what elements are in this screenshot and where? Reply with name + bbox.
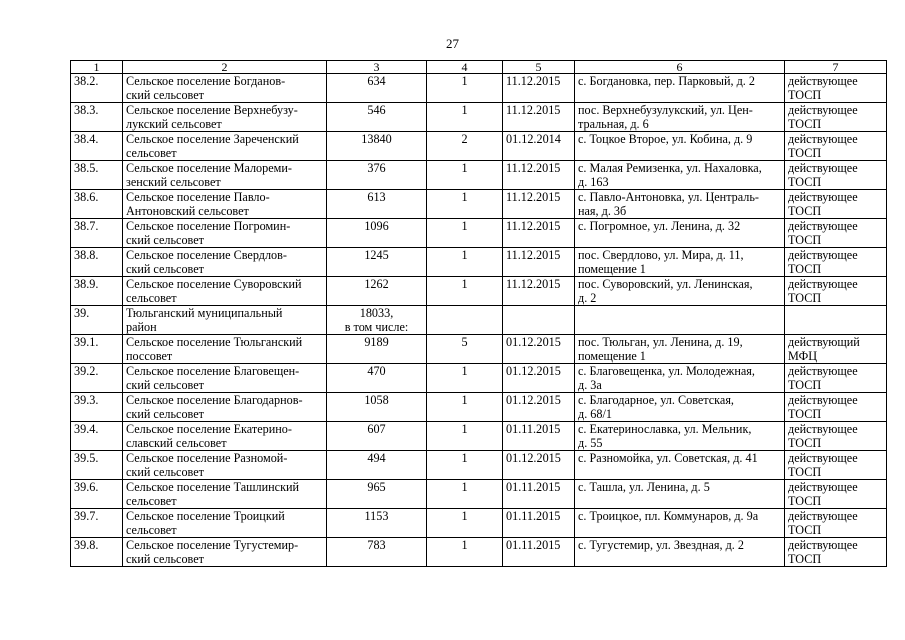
count-cell xyxy=(427,190,503,219)
table-row xyxy=(71,422,887,451)
count-cell xyxy=(427,248,503,277)
table-row xyxy=(71,364,887,393)
row-number-cell-text: 39.8. xyxy=(74,538,99,552)
settlement-name-cell xyxy=(123,74,327,103)
status-cell xyxy=(785,306,887,335)
settlement-name-cell xyxy=(123,190,327,219)
settlement-name-cell xyxy=(123,161,327,190)
settlement-name-cell-text: Антоновский сельсовет xyxy=(126,204,249,218)
address-cell-text: с. Троицкое, пл. Коммунаров, д. 9а xyxy=(578,509,759,523)
population-cell xyxy=(327,422,427,451)
count-cell-text: 1 xyxy=(461,219,468,233)
address-cell-text: помещение 1 xyxy=(578,262,646,276)
settlement-name-cell-text: Сельское поселение Павло- xyxy=(126,190,270,204)
settlement-name-cell xyxy=(123,538,327,567)
column-header: 7 xyxy=(785,61,887,74)
status-cell xyxy=(785,422,887,451)
settlement-name-cell-text: ский сельсовет xyxy=(126,262,204,276)
population-cell xyxy=(327,509,427,538)
row-number-cell-text: 38.6. xyxy=(74,190,99,204)
population-cell-text: 1153 xyxy=(364,509,389,523)
date-cell-text: 01.12.2015 xyxy=(506,364,561,378)
row-number-cell-text: 38.8. xyxy=(74,248,99,262)
date-cell xyxy=(503,74,575,103)
row-number-cell-text: 39. xyxy=(74,306,90,320)
count-cell xyxy=(427,451,503,480)
address-cell-text: д. 55 xyxy=(578,436,603,450)
row-number-cell-text: 39.1. xyxy=(74,335,99,349)
date-cell xyxy=(503,248,575,277)
address-cell xyxy=(575,306,785,335)
address-cell xyxy=(575,132,785,161)
date-cell-text: 01.11.2015 xyxy=(506,509,561,523)
status-cell xyxy=(785,451,887,480)
population-cell xyxy=(327,132,427,161)
table-row xyxy=(71,335,887,364)
settlement-name-cell xyxy=(123,219,327,248)
population-cell xyxy=(327,248,427,277)
settlement-name-cell xyxy=(123,248,327,277)
row-number-cell xyxy=(71,219,123,248)
status-cell xyxy=(785,509,887,538)
status-cell-text: действующее ТОСП xyxy=(788,74,858,102)
table-row xyxy=(71,132,887,161)
date-cell xyxy=(503,538,575,567)
population-cell-text: 607 xyxy=(367,422,386,436)
count-cell-text: 1 xyxy=(461,480,468,494)
row-number-cell-text: 38.2. xyxy=(74,74,99,88)
count-cell-text: 1 xyxy=(461,451,468,465)
count-cell-text: 1 xyxy=(461,538,468,552)
row-number-cell xyxy=(71,538,123,567)
row-number-cell-text: 38.5. xyxy=(74,161,99,175)
status-cell-text: действующее ТОСП xyxy=(788,190,858,218)
address-cell xyxy=(575,335,785,364)
table-header-row xyxy=(71,61,887,74)
settlement-name-cell-text: Сельское поселение Погромин- xyxy=(126,219,291,233)
row-number-cell-text: 39.7. xyxy=(74,509,99,523)
settlement-name-cell-text: сельсовет xyxy=(126,494,177,508)
address-cell-text: с. Благодарное, ул. Советская, xyxy=(578,393,734,407)
count-cell-text: 1 xyxy=(461,248,468,262)
address-cell-text: д. 68/1 xyxy=(578,407,612,421)
count-cell xyxy=(427,103,503,132)
population-cell xyxy=(327,74,427,103)
status-cell xyxy=(785,219,887,248)
settlement-name-cell xyxy=(123,451,327,480)
date-cell-text: 01.11.2015 xyxy=(506,422,561,436)
date-cell xyxy=(503,103,575,132)
table-row xyxy=(71,306,887,335)
settlement-name-cell-text: славский сельсовет xyxy=(126,436,227,450)
address-cell-text: пос. Тюльган, ул. Ленина, д. 19, xyxy=(578,335,743,349)
row-number-cell-text: 38.7. xyxy=(74,219,99,233)
address-cell xyxy=(575,103,785,132)
address-cell-text: с. Екатеринославка, ул. Мельник, xyxy=(578,422,752,436)
page-number: 27 xyxy=(446,36,459,51)
settlement-name-cell-text: ский сельсовет xyxy=(126,233,204,247)
date-cell-text: 01.11.2015 xyxy=(506,538,561,552)
count-cell xyxy=(427,422,503,451)
settlement-name-cell-text: ский сельсовет xyxy=(126,407,204,421)
date-cell xyxy=(503,480,575,509)
status-cell-text: действующее ТОСП xyxy=(788,422,858,450)
status-cell-text: действующее ТОСП xyxy=(788,219,858,247)
date-cell-text: 11.12.2015 xyxy=(506,248,561,262)
address-cell-text: с. Благовещенка, ул. Молодежная, xyxy=(578,364,755,378)
settlement-name-cell xyxy=(123,509,327,538)
status-cell-text: действующее ТОСП xyxy=(788,509,858,537)
date-cell-text: 11.12.2015 xyxy=(506,103,561,117)
settlements-table xyxy=(70,60,887,567)
settlement-name-cell xyxy=(123,306,327,335)
count-cell-text: 1 xyxy=(461,509,468,523)
population-cell-text: 1245 xyxy=(364,248,389,262)
address-cell xyxy=(575,538,785,567)
settlement-name-cell-text: поссовет xyxy=(126,349,173,363)
population-cell-text: 9189 xyxy=(364,335,389,349)
row-number-cell xyxy=(71,335,123,364)
settlement-name-cell xyxy=(123,480,327,509)
population-cell xyxy=(327,161,427,190)
address-cell xyxy=(575,480,785,509)
settlement-name-cell-text: Сельское поселение Разномой- xyxy=(126,451,288,465)
row-number-cell-text: 39.2. xyxy=(74,364,99,378)
row-number-cell-text: 38.3. xyxy=(74,103,99,117)
status-cell xyxy=(785,364,887,393)
address-cell xyxy=(575,277,785,306)
count-cell-text: 5 xyxy=(461,335,468,349)
address-cell-text: с. Погромное, ул. Ленина, д. 32 xyxy=(578,219,741,233)
settlement-name-cell-text: сельсовет xyxy=(126,291,177,305)
settlement-name-cell xyxy=(123,103,327,132)
population-cell xyxy=(327,538,427,567)
population-cell xyxy=(327,306,427,335)
settlement-name-cell-text: сельсовет xyxy=(126,146,177,160)
settlement-name-cell-text: Сельское поселение Благовещен- xyxy=(126,364,300,378)
address-cell-text: с. Ташла, ул. Ленина, д. 5 xyxy=(578,480,710,494)
address-cell-text: помещение 1 xyxy=(578,349,646,363)
date-cell-text: 01.12.2015 xyxy=(506,335,561,349)
settlement-name-cell xyxy=(123,422,327,451)
row-number-cell xyxy=(71,451,123,480)
address-cell xyxy=(575,74,785,103)
population-cell xyxy=(327,335,427,364)
table-row xyxy=(71,74,887,103)
settlement-name-cell-text: ский сельсовет xyxy=(126,378,204,392)
count-cell xyxy=(427,132,503,161)
table-row xyxy=(71,509,887,538)
date-cell xyxy=(503,509,575,538)
settlement-name-cell-text: Сельское поселение Троицкий xyxy=(126,509,285,523)
settlement-name-cell-text: район xyxy=(126,320,157,334)
address-cell-text: ная, д. 3б xyxy=(578,204,627,218)
table-row xyxy=(71,190,887,219)
count-cell xyxy=(427,219,503,248)
status-cell-text: действующий МФЦ xyxy=(788,335,860,363)
status-cell-text: действующее ТОСП xyxy=(788,538,858,566)
column-header: 2 xyxy=(123,61,327,74)
count-cell xyxy=(427,480,503,509)
count-cell xyxy=(427,538,503,567)
address-cell xyxy=(575,393,785,422)
status-cell xyxy=(785,248,887,277)
settlement-name-cell-text: Сельское поселение Тугустемир- xyxy=(126,538,299,552)
status-cell xyxy=(785,190,887,219)
population-cell-text: 1096 xyxy=(364,219,389,233)
address-cell xyxy=(575,364,785,393)
date-cell-text: 11.12.2015 xyxy=(506,190,561,204)
date-cell-text: 11.12.2015 xyxy=(506,161,561,175)
address-cell xyxy=(575,219,785,248)
settlement-name-cell-text: лукский сельсовет xyxy=(126,117,222,131)
table-row xyxy=(71,480,887,509)
population-cell-text: 965 xyxy=(367,480,386,494)
row-number-cell xyxy=(71,509,123,538)
address-cell-text: с. Малая Ремизенка, ул. Нахаловка, xyxy=(578,161,762,175)
settlement-name-cell-text: Тюльганский муниципальный xyxy=(126,306,283,320)
settlement-name-cell xyxy=(123,277,327,306)
date-cell-text: 01.11.2015 xyxy=(506,480,561,494)
count-cell xyxy=(427,509,503,538)
count-cell xyxy=(427,393,503,422)
settlement-name-cell-text: ский сельсовет xyxy=(126,465,204,479)
settlement-name-cell-text: Сельское поселение Верхнебузу- xyxy=(126,103,298,117)
table-row xyxy=(71,248,887,277)
population-cell xyxy=(327,480,427,509)
population-cell-text: 613 xyxy=(367,190,386,204)
count-cell xyxy=(427,335,503,364)
population-cell-text: 1262 xyxy=(364,277,389,291)
table-row xyxy=(71,161,887,190)
date-cell-text: 11.12.2015 xyxy=(506,74,561,88)
count-cell xyxy=(427,161,503,190)
count-cell xyxy=(427,74,503,103)
population-cell-text: 470 xyxy=(367,364,386,378)
row-number-cell xyxy=(71,277,123,306)
row-number-cell xyxy=(71,364,123,393)
count-cell-text: 1 xyxy=(461,103,468,117)
population-cell-text: 18033, xyxy=(359,306,394,320)
settlement-name-cell-text: Сельское поселение Богданов- xyxy=(126,74,286,88)
column-header: 5 xyxy=(503,61,575,74)
status-cell xyxy=(785,480,887,509)
table-body xyxy=(71,61,887,567)
status-cell xyxy=(785,277,887,306)
address-cell xyxy=(575,161,785,190)
count-cell-text: 2 xyxy=(461,132,468,146)
count-cell-text: 1 xyxy=(461,161,468,175)
row-number-cell xyxy=(71,74,123,103)
date-cell xyxy=(503,335,575,364)
column-header: 4 xyxy=(427,61,503,74)
column-header: 1 xyxy=(71,61,123,74)
population-cell-text: 376 xyxy=(367,161,386,175)
column-header: 6 xyxy=(575,61,785,74)
count-cell xyxy=(427,364,503,393)
row-number-cell xyxy=(71,132,123,161)
population-cell xyxy=(327,364,427,393)
status-cell xyxy=(785,393,887,422)
settlement-name-cell-text: Сельское поселение Зареченский xyxy=(126,132,299,146)
population-cell xyxy=(327,190,427,219)
address-cell-text: пос. Верхнебузулукский, ул. Цен- xyxy=(578,103,753,117)
settlement-name-cell xyxy=(123,364,327,393)
population-cell xyxy=(327,103,427,132)
population-cell-text: 494 xyxy=(367,451,386,465)
date-cell xyxy=(503,190,575,219)
address-cell-text: с. Богдановка, пер. Парковый, д. 2 xyxy=(578,74,755,88)
date-cell xyxy=(503,132,575,161)
date-cell-text: 11.12.2015 xyxy=(506,277,561,291)
count-cell xyxy=(427,277,503,306)
status-cell xyxy=(785,74,887,103)
address-cell-text: пос. Свердлово, ул. Мира, д. 11, xyxy=(578,248,744,262)
address-cell xyxy=(575,248,785,277)
row-number-cell xyxy=(71,306,123,335)
row-number-cell xyxy=(71,190,123,219)
date-cell-text: 11.12.2015 xyxy=(506,219,561,233)
row-number-cell-text: 39.6. xyxy=(74,480,99,494)
status-cell-text: действующее ТОСП xyxy=(788,393,858,421)
settlement-name-cell xyxy=(123,393,327,422)
settlement-name-cell-text: Сельское поселение Малореми- xyxy=(126,161,292,175)
row-number-cell xyxy=(71,422,123,451)
date-cell xyxy=(503,422,575,451)
row-number-cell xyxy=(71,161,123,190)
settlement-name-cell-text: Сельское поселение Тюльганский xyxy=(126,335,303,349)
address-cell-text: с. Тоцкое Второе, ул. Кобина, д. 9 xyxy=(578,132,753,146)
status-cell-text: действующее ТОСП xyxy=(788,451,858,479)
status-cell xyxy=(785,132,887,161)
date-cell-text: 01.12.2015 xyxy=(506,451,561,465)
table-row xyxy=(71,451,887,480)
row-number-cell-text: 38.9. xyxy=(74,277,99,291)
date-cell xyxy=(503,364,575,393)
population-cell-text: 1058 xyxy=(364,393,389,407)
address-cell xyxy=(575,190,785,219)
settlement-name-cell-text: Сельское поселение Свердлов- xyxy=(126,248,287,262)
count-cell-text: 1 xyxy=(461,422,468,436)
settlement-name-cell-text: Сельское поселение Суворовский xyxy=(126,277,302,291)
status-cell-text: действующее ТОСП xyxy=(788,277,858,305)
status-cell-text: действующее ТОСП xyxy=(788,132,858,160)
table-row xyxy=(71,538,887,567)
address-cell xyxy=(575,422,785,451)
row-number-cell xyxy=(71,103,123,132)
row-number-cell xyxy=(71,480,123,509)
status-cell-text: действующее ТОСП xyxy=(788,103,858,131)
population-cell-text: 783 xyxy=(367,538,386,552)
population-cell xyxy=(327,393,427,422)
status-cell-text: действующее ТОСП xyxy=(788,248,858,276)
address-cell-text: д. 163 xyxy=(578,175,609,189)
row-number-cell xyxy=(71,393,123,422)
date-cell-text: 01.12.2014 xyxy=(506,132,561,146)
status-cell-text: действующее ТОСП xyxy=(788,480,858,508)
address-cell-text: д. 3а xyxy=(578,378,602,392)
settlement-name-cell-text: Сельское поселение Благодарнов- xyxy=(126,393,303,407)
address-cell-text: пос. Суворовский, ул. Ленинская, xyxy=(578,277,753,291)
table-row xyxy=(71,393,887,422)
date-cell xyxy=(503,306,575,335)
count-cell-text: 1 xyxy=(461,364,468,378)
date-cell xyxy=(503,161,575,190)
count-cell-text: 1 xyxy=(461,393,468,407)
population-cell xyxy=(327,277,427,306)
status-cell-text: действующее ТОСП xyxy=(788,161,858,189)
status-cell xyxy=(785,103,887,132)
row-number-cell xyxy=(71,248,123,277)
date-cell-text: 01.12.2015 xyxy=(506,393,561,407)
column-header: 3 xyxy=(327,61,427,74)
population-cell-text: 546 xyxy=(367,103,386,117)
settlement-name-cell-text: ский сельсовет xyxy=(126,552,204,566)
row-number-cell-text: 39.3. xyxy=(74,393,99,407)
population-cell-text: 13840 xyxy=(361,132,392,146)
status-cell-text: действующее ТОСП xyxy=(788,364,858,392)
row-number-cell-text: 39.4. xyxy=(74,422,99,436)
date-cell xyxy=(503,393,575,422)
address-cell-text: тральная, д. 6 xyxy=(578,117,649,131)
count-cell-text: 1 xyxy=(461,190,468,204)
population-cell xyxy=(327,219,427,248)
count-cell xyxy=(427,306,503,335)
population-cell xyxy=(327,451,427,480)
settlement-name-cell-text: Сельское поселение Ташлинский xyxy=(126,480,300,494)
table-row xyxy=(71,277,887,306)
row-number-cell-text: 39.5. xyxy=(74,451,99,465)
address-cell xyxy=(575,509,785,538)
address-cell-text: д. 2 xyxy=(578,291,597,305)
count-cell-text: 1 xyxy=(461,277,468,291)
population-cell-text: 634 xyxy=(367,74,386,88)
status-cell xyxy=(785,538,887,567)
settlement-name-cell-text: ский сельсовет xyxy=(126,88,204,102)
date-cell xyxy=(503,219,575,248)
date-cell xyxy=(503,277,575,306)
settlement-name-cell-text: Сельское поселение Екатерино- xyxy=(126,422,292,436)
count-cell-text: 1 xyxy=(461,74,468,88)
address-cell xyxy=(575,451,785,480)
address-cell-text: с. Тугустемир, ул. Звездная, д. 2 xyxy=(578,538,744,552)
table-row xyxy=(71,103,887,132)
settlement-name-cell-text: зенский сельсовет xyxy=(126,175,221,189)
settlement-name-cell-text: сельсовет xyxy=(126,523,177,537)
population-cell-text: в том числе: xyxy=(344,320,409,334)
date-cell xyxy=(503,451,575,480)
address-cell-text: с. Павло-Антоновка, ул. Централь- xyxy=(578,190,759,204)
status-cell xyxy=(785,161,887,190)
address-cell-text: с. Разномойка, ул. Советская, д. 41 xyxy=(578,451,758,465)
table-row xyxy=(71,219,887,248)
settlement-name-cell xyxy=(123,335,327,364)
status-cell xyxy=(785,335,887,364)
settlement-name-cell xyxy=(123,132,327,161)
row-number-cell-text: 38.4. xyxy=(74,132,99,146)
